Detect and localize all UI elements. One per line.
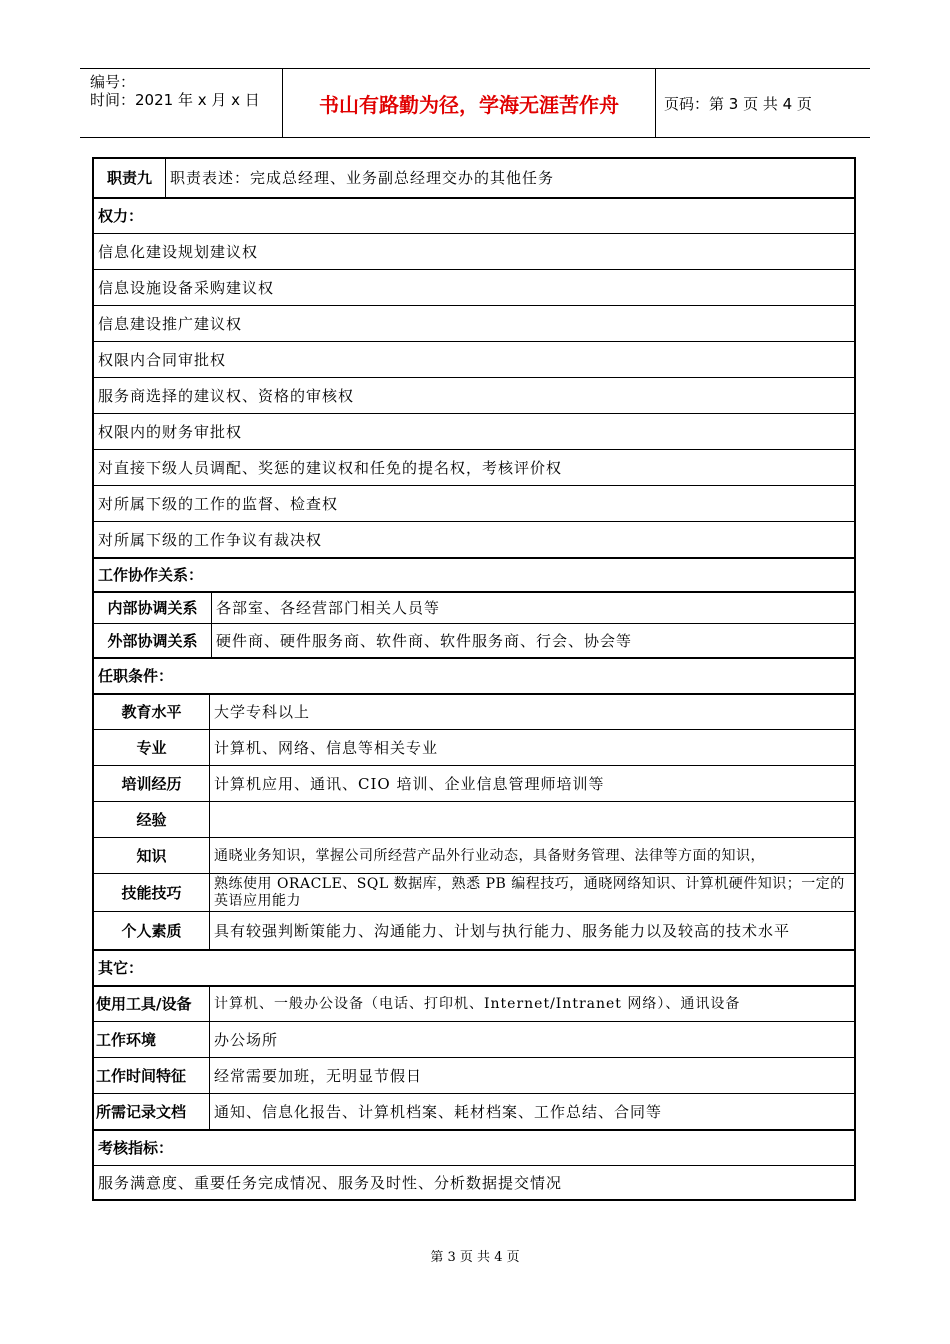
qualification-row [94,729,854,765]
page-info: 页码：第 3 页 共 4 页 [664,94,812,113]
other-value: 计算机、一般办公设备（电话、打印机、Internet/Intranet 网络）、通讯设备 [214,996,741,1012]
other-label: 使用工具/设备 [94,987,210,1021]
qualification-label: 技能技巧 [94,874,210,911]
other-row [94,1093,854,1129]
power-item-text: 对直接下级人员调配、奖惩的建议权和任免的提名权，考核评价权 [98,458,563,477]
power-item [94,449,854,485]
assessment-row [94,1165,854,1199]
power-item [94,521,854,557]
qualifications-heading: 任职条件： [98,667,174,685]
qualification-value [210,802,854,837]
header-motto-cell [283,69,656,137]
cooperation-label: 外部协调关系 [94,624,212,657]
other-label: 工作环境 [94,1022,210,1057]
motto: 书山有路勤为径，学海无涯苦作舟 [319,92,619,117]
power-item-text: 权限内的财务审批权 [98,422,243,441]
other-value: 办公场所 [214,1030,279,1049]
duty-row [94,159,854,197]
assessment-heading: 考核指标： [98,1139,174,1157]
cooperation-value: 硬件商、硬件服务商、软件商、软件服务商、行会、协会等 [216,631,633,650]
qualification-label: 个人素质 [94,912,210,949]
qualification-value: 计算机应用、通讯、CIO 培训、企业信息管理师培训等 [214,774,605,793]
power-item [94,413,854,449]
power-item [94,485,854,521]
power-item [94,377,854,413]
qualification-row [94,873,854,911]
other-value: 经常需要加班，无明显节假日 [214,1066,423,1085]
other-row [94,1021,854,1057]
header-page-cell [656,69,870,137]
powers-heading: 权力： [98,207,144,225]
qualification-row [94,837,854,873]
qualification-label: 知识 [94,838,210,873]
other-label: 工作时间特征 [94,1058,210,1093]
other-row [94,985,854,1021]
assessment-heading-row [94,1129,854,1165]
other-heading: 其它： [98,959,144,977]
power-item [94,269,854,305]
power-item [94,233,854,269]
cooperation-heading-row [94,557,854,591]
power-item [94,305,854,341]
cooperation-value: 各部室、各经营部门相关人员等 [216,599,441,617]
duty-label: 职责九 [94,159,166,197]
qualification-value: 熟练使用 ORACLE、SQL 数据库，熟悉 PB 编程技巧，通晓网络知识、计算机硬件知识；一定的英语应用能力 [214,875,845,909]
document-time: 时间：2021 年 x 月 x 日 [90,91,260,109]
power-item-text: 信息化建设规划建议权 [98,242,259,261]
job-description-table [92,157,856,1201]
powers-heading-row [94,197,854,233]
qualification-row [94,765,854,801]
cooperation-row [94,623,854,657]
qualification-value: 通晓业务知识，掌握公司所经营产品外行业动态，具备财务管理、法律等方面的知识， [214,847,765,864]
qualifications-heading-row [94,657,854,693]
qualification-row [94,693,854,729]
header-meta [80,69,283,137]
assessment-content: 服务满意度、重要任务完成情况、服务及时性、分析数据提交情况 [98,1173,563,1192]
qualification-row [94,911,854,949]
power-item-text: 对所属下级的工作争议有裁决权 [98,530,323,549]
qualification-value: 具有较强判断策能力、沟通能力、计划与执行能力、服务能力以及较高的技术水平 [214,921,791,940]
other-label: 所需记录文档 [94,1094,210,1129]
power-item [94,341,854,377]
qualification-label: 教育水平 [94,695,210,729]
page-footer: 第 3 页 共 4 页 [430,1250,520,1265]
other-heading-row [94,949,854,985]
qualification-row [94,801,854,837]
power-item-text: 权限内合同审批权 [98,350,227,369]
other-value: 通知、信息化报告、计算机档案、耗材档案、工作总结、合同等 [214,1102,663,1121]
cooperation-row [94,591,854,623]
qualification-value: 计算机、网络、信息等相关专业 [214,738,439,757]
document-number: 编号： [90,73,136,91]
power-item-text: 信息设施设备采购建议权 [98,278,275,297]
qualification-label: 培训经历 [94,766,210,801]
power-item-text: 信息建设推广建议权 [98,314,243,333]
power-item-text: 对所属下级的工作的监督、检查权 [98,494,339,513]
duty-description: 职责表述：完成总经理、业务副总经理交办的其他任务 [170,169,555,187]
other-row [94,1057,854,1093]
cooperation-label: 内部协调关系 [94,593,212,623]
qualification-value: 大学专科以上 [214,703,311,721]
power-item-text: 服务商选择的建议权、资格的审核权 [98,386,355,405]
qualification-label: 专业 [94,730,210,765]
cooperation-heading: 工作协作关系： [98,566,204,584]
page-header [80,68,870,138]
qualification-label: 经验 [94,802,210,837]
